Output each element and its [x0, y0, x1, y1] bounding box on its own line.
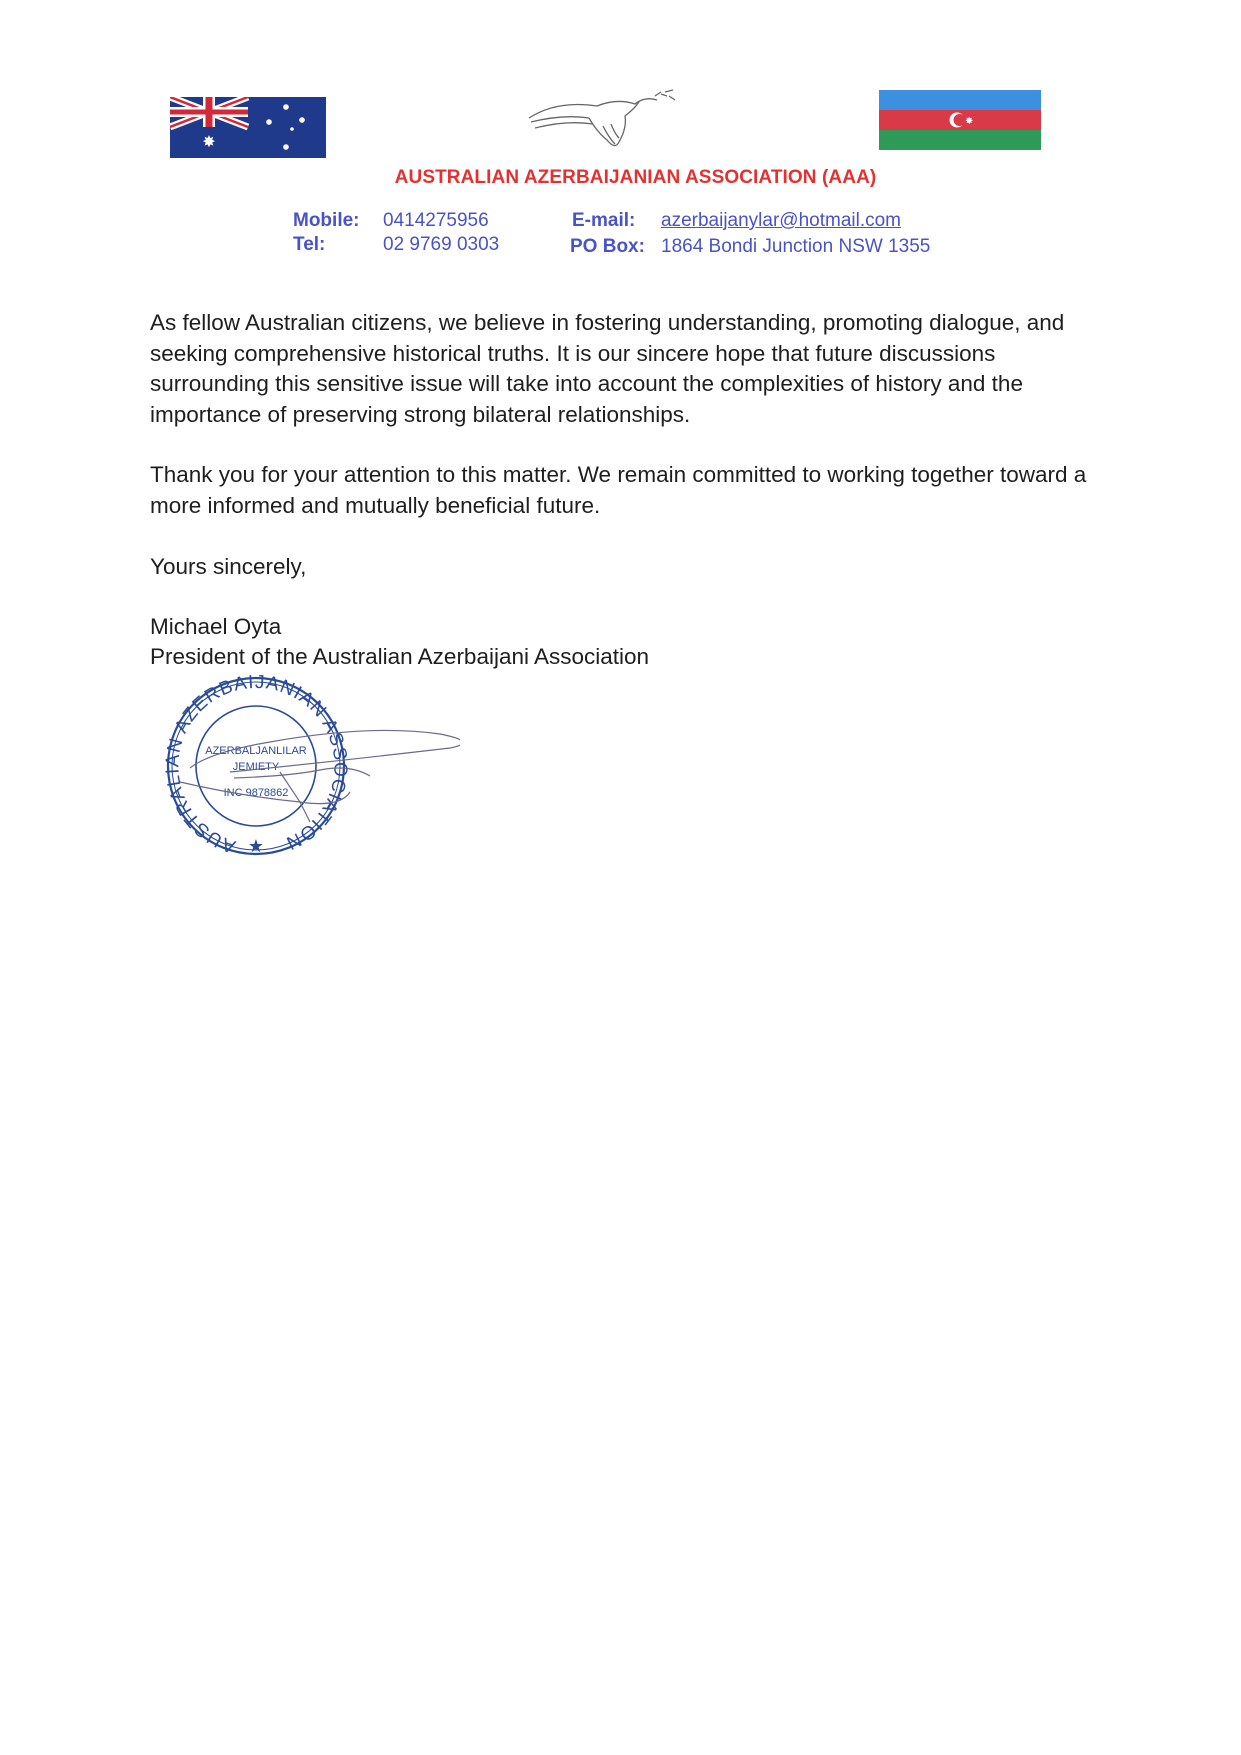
stamp-star-icon: ★ [247, 836, 265, 856]
svg-text:✸: ✸ [202, 134, 216, 151]
stamp-inner-line-2: JEMIETY [232, 761, 280, 773]
signatory-name: Michael Oyta [150, 614, 282, 639]
letter-paragraph-2: Thank you for your attention to this matter. We remain committed to working together toward a more informed and mutually beneficial future. [150, 462, 1087, 518]
stamp-inner-line-3: INC 9878862 [223, 787, 289, 799]
email-link[interactable]: azerbaijanylar@hotmail.com [661, 210, 901, 231]
azerbaijan-flag-icon [879, 90, 1041, 150]
mobile-label: Mobile: [293, 210, 360, 231]
po-box-label: PO Box: [570, 236, 645, 257]
letter-closing: Yours sincerely, [150, 554, 307, 579]
signatory-title: President of the Australian Azerbaijani Association [150, 644, 650, 669]
stamp-ring-text: AUSTRALIAN AZERBAIJANIAN ASSOCIATION [162, 672, 351, 857]
tel-label: Tel: [293, 234, 326, 255]
australia-flag-icon [170, 97, 326, 158]
dove-emblem-icon [527, 88, 679, 154]
letter-paragraph-1: As fellow Australian citizens, we believe in fostering understanding, promoting dialogue, and seeking comprehensive historical truths. It is our sincere hope that future discussions surrounding this sensitive issue will take into account the complexities of history and the importance of preserving strong bilateral relationships. [150, 310, 1065, 427]
mobile-value: 0414275956 [383, 210, 489, 231]
po-box-value: 1864 Bondi Junction NSW 1355 [661, 236, 931, 257]
organization-title: AUSTRALIAN AZERBAIJANIAN ASSOCIATION (AAA) [394, 167, 877, 188]
email-label: E-mail: [572, 210, 636, 231]
stamp-inner-line-1: AZERBALJANLILAR [205, 745, 307, 757]
svg-text:✸: ✸ [965, 116, 974, 127]
association-stamp [150, 672, 460, 862]
tel-value: 02 9769 0303 [383, 234, 500, 255]
